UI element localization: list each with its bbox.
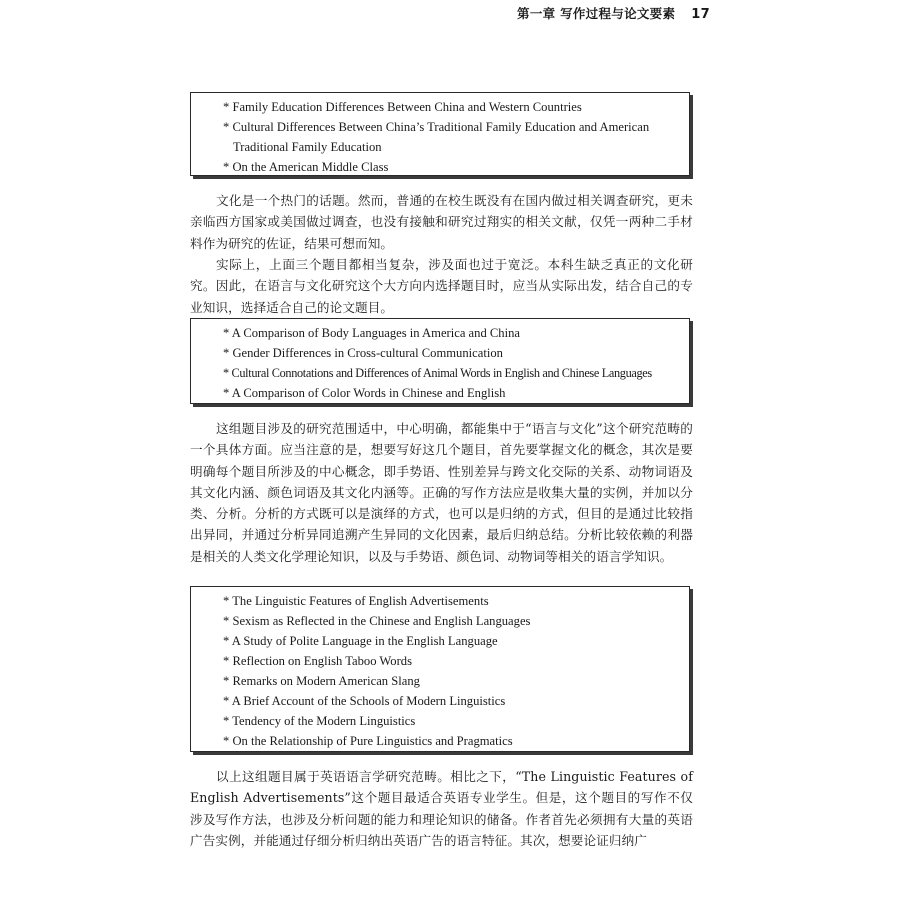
page-number: 17 (691, 7, 710, 22)
paragraph: 实际上，上面三个题目都相当复杂，涉及面也过于宽泛。本科生缺乏真正的文化研究。因此，在语言与文化研究这个大方向内选择题目时，应当从实际出发，结合自己的专业知识，选择适合自己的论文题目。 (190, 257, 693, 315)
topic-item: * Tendency of the Modern Linguistics (223, 711, 689, 731)
topic-list (223, 323, 689, 403)
topic-item: * On the American Middle Class (223, 157, 689, 177)
topic-box-culture (190, 92, 690, 176)
running-head (517, 4, 710, 22)
topic-item: * Reflection on English Taboo Words (223, 651, 689, 671)
topic-box-linguistics (190, 586, 690, 752)
paragraph: 这组题目涉及的研究范围适中，中心明确，都能集中于“语言与文化”这个研究范畴的一个具体方面。应当注意的是，想要写好这几个题目，首先要掌握文化的概念，其次是要明确每个题目所涉及的中心概念，即手势语、性别差异与跨文化交际的关系、动物词语及其文化内涵、颜色词语及其文化内涵等。正确的写作方法应是收集大量的实例，并加以分类、分析。分析的方式既可以是演绎的方式，也可以是归纳的方式，但目的是通过比较指出异同，并通过分析异同追溯产生异同的文化因素，最后归纳总结。分析比较依赖的利器是相关的人类文化学理论知识，以及与手势语、颜色词、动物词等相关的语言学知识。 (190, 421, 693, 564)
topic-item: * A Comparison of Body Languages in America and China (223, 323, 689, 343)
topic-list (223, 97, 689, 177)
topic-item: * Sexism as Reflected in the Chinese and English Languages (223, 611, 689, 631)
paragraph: 文化是一个热门的话题。然而，普通的在校生既没有在国内做过相关调查研究，更未亲临西方国家或美国做过调查，也没有接触和研究过翔实的相关文献，仅凭一两种二手材料作为研究的佐证，结果可想而知。 (190, 193, 693, 251)
topic-item: * A Brief Account of the Schools of Modern Linguistics (223, 691, 689, 711)
topic-item: * Gender Differences in Cross-cultural Communication (223, 343, 689, 363)
topic-item: * The Linguistic Features of English Advertisements (223, 591, 689, 611)
topic-item: * A Study of Polite Language in the English Language (223, 631, 689, 651)
topic-item: * Cultural Differences Between China’s Traditional Family Education and American Traditional Family Education (223, 117, 689, 157)
topic-item: * A Comparison of Color Words in Chinese and English (223, 383, 689, 403)
topic-item: * Family Education Differences Between China and Western Countries (223, 97, 689, 117)
chapter-title: 第一章 写作过程与论文要素 (517, 6, 676, 21)
topic-item: * On the Relationship of Pure Linguistics and Pragmatics (223, 731, 689, 751)
topic-box-language-culture (190, 318, 690, 404)
paragraph: 以上这组题目属于英语语言学研究范畴。相比之下，“The Linguistic Features of English Advertisements”这个题目最适合英语专业学生。但是，这个题目的写作不仅涉及写作方法，也涉及分析问题的能力和理论知识的储备。作者首先必须拥有大量的英语广告实例，并能通过仔细分析归纳出英语广告的语言特征。其次，想要论证归纳广 (190, 769, 693, 848)
topic-item: * Cultural Connotations and Differences of Animal Words in English and Chinese Languages (223, 363, 689, 383)
topic-item: * Remarks on Modern American Slang (223, 671, 689, 691)
topic-list (223, 591, 689, 751)
